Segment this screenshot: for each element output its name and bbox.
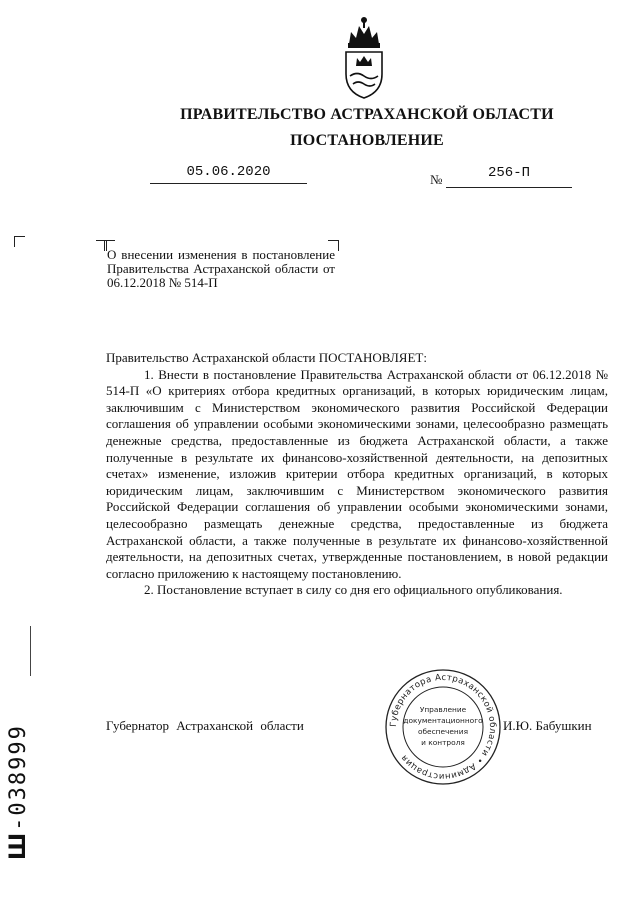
serial-digits: -038999 [6,724,31,831]
document-date: 05.06.2020 [186,164,271,180]
margin-mark [30,626,31,676]
number-label: № [430,172,443,187]
document-type-title: ПОСТАНОВЛЕНИЕ [290,132,444,149]
seal-line-2: документационного [403,716,483,725]
seal-ring-text: Губернатора Астраханской области • Администрация [388,672,498,782]
coat-of-arms-icon [341,14,387,100]
signer-title: Губернатор Астраханской области [106,718,304,733]
corner-mark [14,236,25,247]
body-item-2: 2. Постановление вступает в силу со дня его официального опубликования. [144,582,563,598]
seal-line-4: и контроля [421,738,465,747]
official-seal [384,668,502,786]
organization-title: ПРАВИТЕЛЬСТВО АСТРАХАНСКОЙ ОБЛАСТИ [180,106,554,123]
body-item-1: 1. Внести в постановление Правительства Астраханской области от 06.12.2018 № 514-П «О критериях отбора кредитных организаций, в которых юридическим лицам, заключившим с Министерством экономического развития Российской Федерации соглашения об управлении особыми экономическими зонами, целесообразно размещать денежные средства, предоставленные из бюджета Астраханской области, а также полученные в результате их финансово-хозяйственной деятельности, на депозитных счетах» изменение, изложив критерии отбора кредитных организаций, в которых юридическим лицам, заключившим с Министерством экономического развития Российской Федерации соглашения об управлении особыми экономическими зонами, целесообразно размещать денежные средства, предоставленные из бюджета Астраханской области, а также полученные в результате их финансово-хозяйственной деятельности, на депозитных счетах, утвержденные постановлением, в новой редакции согласно приложению к настоящему постановлению. [106,366,608,581]
document-subject: О внесении изменения в постановление Правительства Астраханской области от 06.12.2018 № 514-П [107,247,335,290]
serial-prefix: Ш [6,830,31,860]
body-intro: Правительство Астраханской области ПОСТАНОВЛЯЕТ: [106,350,427,365]
date-underline [150,182,307,184]
document-number: 256-П [487,165,530,181]
seal-line-1: Управление [419,705,467,714]
document-body [106,350,608,599]
seal-line-3: обеспечения [417,727,469,736]
signer-name: И.Ю. Бабушкин [503,718,592,733]
form-serial-number [6,724,31,860]
number-underline [446,186,572,188]
